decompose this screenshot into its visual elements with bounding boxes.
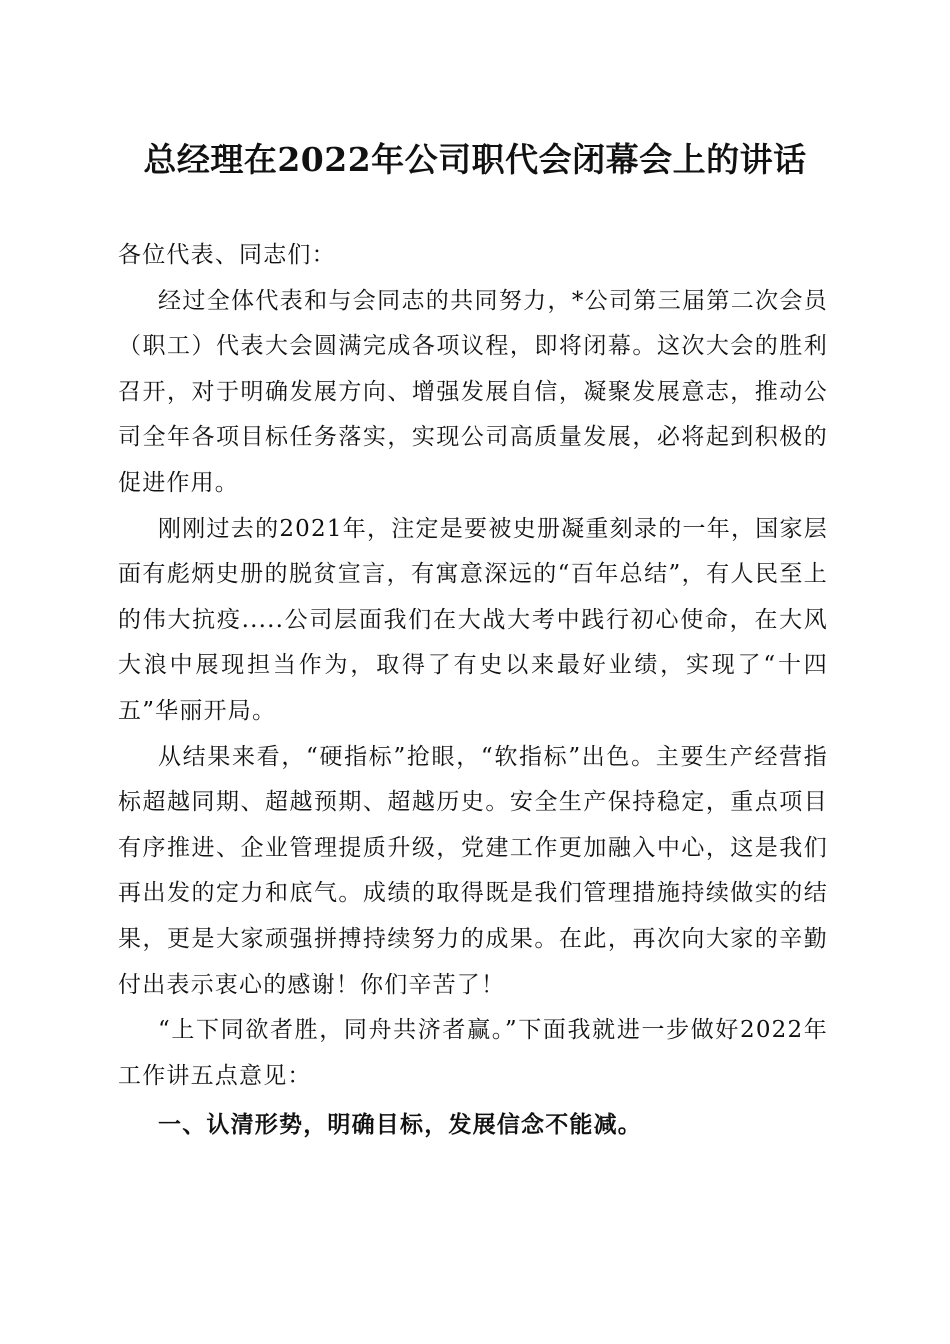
document-body xyxy=(118,233,828,1149)
paragraph-review-2021: 刚刚过去的2021年，注定是要被史册凝重刻录的一年，国家层面有彪炳史册的脱贫宣言，有寓意深远的“百年总结”，有人民至上的伟大抗疫.....公司层面我们在大战大考中践行初心使命，在大风大浪中展现担当作为，取得了有史以来最好业绩，实现了“十四五”华丽开局。 xyxy=(118,515,828,724)
paragraph-transition: “上下同欲者胜，同舟共济者赢。”下面我就进一步做好2022年工作讲五点意见： xyxy=(118,1017,828,1089)
section-heading-1: 一、认清形势，明确目标，发展信念不能减。 xyxy=(158,1112,642,1139)
paragraph-opening: 经过全体代表和与会同志的共同努力，*公司第三届第二次会员（职工）代表大会圆满完成各项议程，即将闭幕。这次大会的胜利召开，对于明确发展方向、增强发展自信，凝聚发展意志，推动公司全年各项目标任务落实，实现公司高质量发展，必将起到积极的促进作用。 xyxy=(118,287,828,496)
document-title: 总经理在2022年公司职代会闭幕会上的讲话 xyxy=(143,140,807,179)
paragraph-results: 从结果来看，“硬指标”抢眼，“软指标”出色。主要生产经营指标超越同期、超越预期、超越历史。安全生产保持稳定，重点项目有序推进、企业管理提质升级，党建工作更加融入中心，这是我们再出发的定力和底气。成绩的取得既是我们管理措施持续做实的结果，更是大家顽强拼搏持续努力的成果。在此，再次向大家的辛勤付出表示衷心的感谢！你们辛苦了！ xyxy=(118,743,828,998)
salutation: 各位代表、同志们： xyxy=(118,242,336,268)
